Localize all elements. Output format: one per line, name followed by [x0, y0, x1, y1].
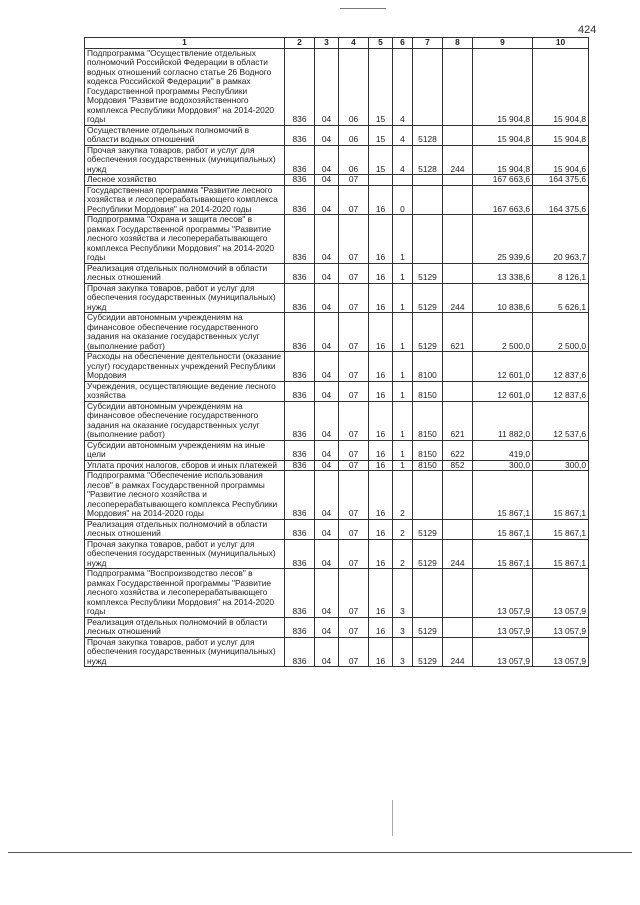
cell-col-10: 12 837,6 — [533, 352, 589, 382]
cell-col-4: 07 — [339, 401, 369, 440]
cell-col-3: 04 — [315, 352, 339, 382]
table-row — [85, 48, 589, 125]
cell-col-3: 04 — [315, 215, 339, 264]
cell-col-5 — [369, 175, 393, 186]
cell-col-9: 13 338,6 — [473, 263, 533, 283]
cell-col-10: 15 867,1 — [533, 471, 589, 520]
table-row — [85, 381, 589, 401]
cell-col-9: 15 867,1 — [473, 539, 533, 569]
cell-col-8: 244 — [443, 539, 473, 569]
cell-col-5: 16 — [369, 185, 393, 215]
cell-col-4: 07 — [339, 215, 369, 264]
cell-col-8 — [443, 263, 473, 283]
cell-col-4: 07 — [339, 263, 369, 283]
table-row — [85, 519, 589, 539]
row-description: Прочая закупка товаров, работ и услуг для обеспечения государственных (муниципальных) нужд — [85, 145, 285, 175]
cell-col-9: 300,0 — [473, 460, 533, 471]
cell-col-7 — [413, 185, 443, 215]
cell-col-5: 16 — [369, 569, 393, 618]
cell-col-6: 4 — [393, 125, 413, 145]
table-row — [85, 175, 589, 186]
cell-col-8: 621 — [443, 313, 473, 352]
cell-col-5: 16 — [369, 215, 393, 264]
cell-col-2: 836 — [285, 460, 315, 471]
cell-col-9: 15 904,8 — [473, 48, 533, 125]
row-description: Государственная программа "Развитие лесного хозяйства и лесоперерабатывающего комплекса Республики Мордовия" на 2014-2020 годы — [85, 185, 285, 215]
cell-col-9: 15 904,8 — [473, 145, 533, 175]
cell-col-10: 2 500,0 — [533, 313, 589, 352]
column-header: 1 — [85, 38, 285, 49]
table-row — [85, 283, 589, 313]
cell-col-4: 07 — [339, 352, 369, 382]
cell-col-6: 1 — [393, 460, 413, 471]
page-number: 424 — [578, 24, 597, 36]
cell-col-5: 16 — [369, 471, 393, 520]
cell-col-10: 12 837,6 — [533, 381, 589, 401]
cell-col-4: 07 — [339, 569, 369, 618]
cell-col-7 — [413, 569, 443, 618]
cell-col-3: 04 — [315, 401, 339, 440]
row-description: Реализация отдельных полномочий в области лесных отношений — [85, 617, 285, 637]
cell-col-3: 04 — [315, 263, 339, 283]
cell-col-4: 07 — [339, 313, 369, 352]
cell-col-6: 2 — [393, 471, 413, 520]
cell-col-5: 16 — [369, 263, 393, 283]
row-description: Осуществление отдельных полномочий в области водных отношений — [85, 125, 285, 145]
cell-col-8 — [443, 48, 473, 125]
cell-col-6: 1 — [393, 313, 413, 352]
cell-col-8 — [443, 617, 473, 637]
cell-col-8 — [443, 215, 473, 264]
cell-col-5: 16 — [369, 352, 393, 382]
cell-col-10: 20 963,7 — [533, 215, 589, 264]
row-description: Субсидии автономным учреждениям на иные цели — [85, 440, 285, 460]
table-row — [85, 145, 589, 175]
cell-col-2: 836 — [285, 401, 315, 440]
cell-col-5: 16 — [369, 460, 393, 471]
cell-col-10: 164 375,6 — [533, 185, 589, 215]
cell-col-6: 4 — [393, 145, 413, 175]
cell-col-9: 12 601,0 — [473, 381, 533, 401]
cell-col-4: 06 — [339, 48, 369, 125]
cell-col-8: 622 — [443, 440, 473, 460]
cell-col-5: 16 — [369, 283, 393, 313]
cell-col-5: 16 — [369, 440, 393, 460]
cell-col-2: 836 — [285, 48, 315, 125]
cell-col-9: 13 057,9 — [473, 617, 533, 637]
cell-col-4: 07 — [339, 283, 369, 313]
column-header: 5 — [369, 38, 393, 49]
cell-col-10: 12 537,6 — [533, 401, 589, 440]
column-header: 6 — [393, 38, 413, 49]
cell-col-8: 621 — [443, 401, 473, 440]
cell-col-3: 04 — [315, 185, 339, 215]
cell-col-4: 07 — [339, 637, 369, 667]
cell-col-8: 244 — [443, 283, 473, 313]
cell-col-2: 836 — [285, 352, 315, 382]
row-description: Подпрограмма "Охрана и защита лесов" в рамках Государственной программы "Развитие лесного хозяйства и лесоперерабатывающего комплекса Республики Мордовия" на 2014-2020 годы — [85, 215, 285, 264]
cell-col-7: 5129 — [413, 263, 443, 283]
cell-col-6: 4 — [393, 48, 413, 125]
cell-col-6: 1 — [393, 381, 413, 401]
cell-col-10: 13 057,9 — [533, 569, 589, 618]
cell-col-4: 06 — [339, 145, 369, 175]
table-row — [85, 539, 589, 569]
cell-col-8: 244 — [443, 145, 473, 175]
cell-col-7: 5129 — [413, 283, 443, 313]
cell-col-4: 07 — [339, 185, 369, 215]
cell-col-8 — [443, 519, 473, 539]
table-row — [85, 125, 589, 145]
row-description: Подпрограмма "Обеспечение использования лесов" в рамках Государственной программы "Развитие лесного хозяйства и лесоперерабатывающего комплекса Республики Мордовия" на 2014-2020 годы — [85, 471, 285, 520]
table-row — [85, 185, 589, 215]
cell-col-3: 04 — [315, 637, 339, 667]
row-description: Субсидии автономным учреждениям на финансовое обеспечение государственного задания на оказание государственных услуг (выполнение работ) — [85, 313, 285, 352]
cell-col-9: 15 867,1 — [473, 519, 533, 539]
cell-col-6: 1 — [393, 283, 413, 313]
cell-col-9: 419,0 — [473, 440, 533, 460]
cell-col-9: 167 663,6 — [473, 185, 533, 215]
table-row — [85, 471, 589, 520]
row-description: Подпрограмма "Воспроизводство лесов" в рамках Государственной программы "Развитие лесного хозяйства и лесоперерабатывающего комплекса Республики Мордовия" на 2014-2020 годы — [85, 569, 285, 618]
row-description: Учреждения, осуществляющие ведение лесного хозяйства — [85, 381, 285, 401]
cell-col-6: 1 — [393, 401, 413, 440]
row-description: Расходы на обеспечение деятельности (оказание услуг) государственных учреждений Республики Мордовия — [85, 352, 285, 382]
cell-col-2: 836 — [285, 440, 315, 460]
cell-col-9: 15 867,1 — [473, 471, 533, 520]
cell-col-10: 5 626,1 — [533, 283, 589, 313]
table-row — [85, 460, 589, 471]
row-description: Реализация отдельных полномочий в области лесных отношений — [85, 519, 285, 539]
row-description: Лесное хозяйство — [85, 175, 285, 186]
cell-col-7: 5129 — [413, 539, 443, 569]
cell-col-9: 25 939,6 — [473, 215, 533, 264]
cell-col-4: 07 — [339, 471, 369, 520]
scan-mark-bottom — [392, 800, 393, 836]
cell-col-3: 04 — [315, 519, 339, 539]
cell-col-7: 5129 — [413, 637, 443, 667]
cell-col-10: 15 867,1 — [533, 519, 589, 539]
cell-col-9: 167 663,6 — [473, 175, 533, 186]
row-description: Прочая закупка товаров, работ и услуг для обеспечения государственных (муниципальных) нужд — [85, 283, 285, 313]
cell-col-2: 836 — [285, 637, 315, 667]
cell-col-3: 04 — [315, 617, 339, 637]
cell-col-5: 16 — [369, 381, 393, 401]
column-header: 7 — [413, 38, 443, 49]
cell-col-10: 15 904,8 — [533, 125, 589, 145]
cell-col-10 — [533, 440, 589, 460]
cell-col-4: 06 — [339, 125, 369, 145]
cell-col-10: 15 904,8 — [533, 48, 589, 125]
cell-col-7 — [413, 175, 443, 186]
cell-col-8 — [443, 471, 473, 520]
cell-col-3: 04 — [315, 175, 339, 186]
cell-col-8 — [443, 125, 473, 145]
cell-col-10: 8 126,1 — [533, 263, 589, 283]
cell-col-4: 07 — [339, 617, 369, 637]
cell-col-2: 836 — [285, 569, 315, 618]
row-description: Реализация отдельных полномочий в области лесных отношений — [85, 263, 285, 283]
cell-col-2: 836 — [285, 145, 315, 175]
cell-col-7: 5129 — [413, 519, 443, 539]
bottom-rule — [8, 852, 632, 853]
row-description: Субсидии автономным учреждениям на финансовое обеспечение государственного задания на оказание государственных услуг (выполнение работ) — [85, 401, 285, 440]
cell-col-6: 1 — [393, 352, 413, 382]
column-header: 3 — [315, 38, 339, 49]
cell-col-6: 3 — [393, 617, 413, 637]
cell-col-10: 15 904,6 — [533, 145, 589, 175]
table-row — [85, 215, 589, 264]
table-row — [85, 637, 589, 667]
cell-col-6: 1 — [393, 263, 413, 283]
cell-col-9: 12 601,0 — [473, 352, 533, 382]
table-row — [85, 440, 589, 460]
cell-col-4: 07 — [339, 460, 369, 471]
cell-col-6 — [393, 175, 413, 186]
cell-col-10: 13 057,9 — [533, 637, 589, 667]
cell-col-9: 13 057,9 — [473, 637, 533, 667]
cell-col-3: 04 — [315, 313, 339, 352]
cell-col-2: 836 — [285, 185, 315, 215]
cell-col-2: 836 — [285, 471, 315, 520]
cell-col-5: 15 — [369, 125, 393, 145]
cell-col-10: 15 867,1 — [533, 539, 589, 569]
cell-col-2: 836 — [285, 539, 315, 569]
cell-col-5: 16 — [369, 519, 393, 539]
cell-col-7: 5129 — [413, 313, 443, 352]
row-description: Уплата прочих налогов, сборов и иных платежей — [85, 460, 285, 471]
cell-col-8 — [443, 185, 473, 215]
row-description: Подпрограмма "Осуществление отдельных полномочий Российской Федерации в области водных отношений согласно статье 26 Водного кодекса Российской Федерации" в рамках Государственной программы Республики Мордовия "Развитие водохозяйственного комплекса Республики Мордовия" на 2014-2020 годы — [85, 48, 285, 125]
cell-col-2: 836 — [285, 125, 315, 145]
cell-col-9: 2 500,0 — [473, 313, 533, 352]
cell-col-7: 8150 — [413, 401, 443, 440]
cell-col-5: 16 — [369, 539, 393, 569]
cell-col-4: 07 — [339, 440, 369, 460]
cell-col-7: 8150 — [413, 460, 443, 471]
cell-col-8 — [443, 569, 473, 618]
cell-col-3: 04 — [315, 471, 339, 520]
cell-col-7: 8150 — [413, 381, 443, 401]
table-row — [85, 569, 589, 618]
table-row — [85, 313, 589, 352]
cell-col-6: 2 — [393, 519, 413, 539]
cell-col-2: 836 — [285, 263, 315, 283]
cell-col-6: 1 — [393, 215, 413, 264]
cell-col-7 — [413, 471, 443, 520]
table-row — [85, 617, 589, 637]
cell-col-5: 15 — [369, 48, 393, 125]
cell-col-2: 836 — [285, 215, 315, 264]
cell-col-6: 0 — [393, 185, 413, 215]
cell-col-7: 5128 — [413, 125, 443, 145]
cell-col-5: 16 — [369, 313, 393, 352]
cell-col-9: 13 057,9 — [473, 569, 533, 618]
table-row — [85, 263, 589, 283]
column-header: 10 — [533, 38, 589, 49]
cell-col-3: 04 — [315, 381, 339, 401]
cell-col-4: 07 — [339, 519, 369, 539]
table-row — [85, 401, 589, 440]
cell-col-7: 8150 — [413, 440, 443, 460]
cell-col-10: 13 057,9 — [533, 617, 589, 637]
cell-col-6: 3 — [393, 637, 413, 667]
cell-col-3: 04 — [315, 125, 339, 145]
cell-col-3: 04 — [315, 569, 339, 618]
cell-col-4: 07 — [339, 381, 369, 401]
cell-col-3: 04 — [315, 460, 339, 471]
column-header: 8 — [443, 38, 473, 49]
column-header: 4 — [339, 38, 369, 49]
cell-col-10: 164 375,6 — [533, 175, 589, 186]
cell-col-2: 836 — [285, 381, 315, 401]
cell-col-8 — [443, 381, 473, 401]
cell-col-7 — [413, 48, 443, 125]
cell-col-7 — [413, 215, 443, 264]
cell-col-7: 5128 — [413, 145, 443, 175]
cell-col-6: 3 — [393, 569, 413, 618]
cell-col-5: 16 — [369, 617, 393, 637]
cell-col-3: 04 — [315, 283, 339, 313]
cell-col-3: 04 — [315, 440, 339, 460]
cell-col-8: 244 — [443, 637, 473, 667]
cell-col-3: 04 — [315, 145, 339, 175]
cell-col-2: 836 — [285, 175, 315, 186]
cell-col-2: 836 — [285, 283, 315, 313]
row-description: Прочая закупка товаров, работ и услуг для обеспечения государственных (муниципальных) нужд — [85, 637, 285, 667]
cell-col-6: 2 — [393, 539, 413, 569]
cell-col-9: 15 904,8 — [473, 125, 533, 145]
cell-col-4: 07 — [339, 175, 369, 186]
table-header-row — [85, 38, 589, 49]
cell-col-2: 836 — [285, 617, 315, 637]
cell-col-7: 8100 — [413, 352, 443, 382]
cell-col-10: 300,0 — [533, 460, 589, 471]
cell-col-3: 04 — [315, 48, 339, 125]
column-header: 2 — [285, 38, 315, 49]
cell-col-8: 852 — [443, 460, 473, 471]
cell-col-5: 15 — [369, 145, 393, 175]
cell-col-8 — [443, 352, 473, 382]
cell-col-2: 836 — [285, 519, 315, 539]
budget-table — [84, 37, 589, 667]
cell-col-2: 836 — [285, 313, 315, 352]
cell-col-5: 16 — [369, 637, 393, 667]
table-body — [85, 48, 589, 667]
column-header: 9 — [473, 38, 533, 49]
table-row — [85, 352, 589, 382]
cell-col-9: 10 838,6 — [473, 283, 533, 313]
row-description: Прочая закупка товаров, работ и услуг для обеспечения государственных (муниципальных) нужд — [85, 539, 285, 569]
cell-col-3: 04 — [315, 539, 339, 569]
scan-mark-top — [340, 8, 386, 9]
cell-col-6: 1 — [393, 440, 413, 460]
cell-col-8 — [443, 175, 473, 186]
cell-col-4: 07 — [339, 539, 369, 569]
cell-col-7: 5129 — [413, 617, 443, 637]
cell-col-9: 11 882,0 — [473, 401, 533, 440]
cell-col-5: 16 — [369, 401, 393, 440]
